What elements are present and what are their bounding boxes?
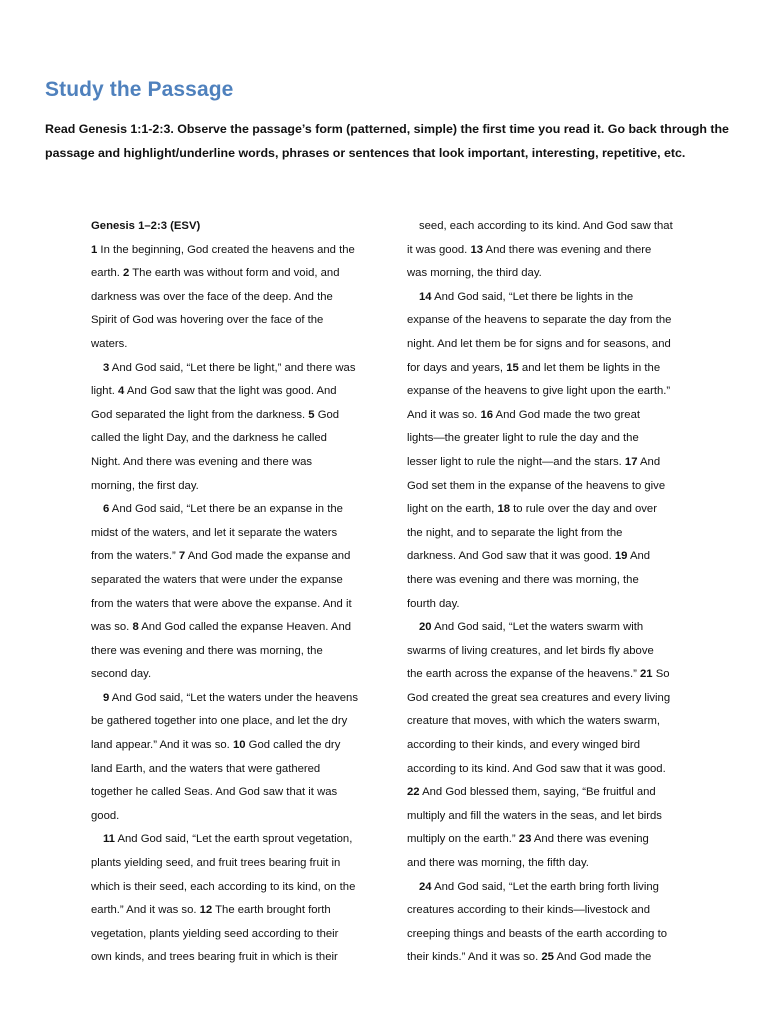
passage-line xyxy=(91,333,376,357)
verse-text: there was evening and there was morning, the xyxy=(407,573,639,586)
passage-line xyxy=(91,852,376,876)
passage-line xyxy=(407,781,692,805)
passage-line xyxy=(407,357,692,381)
passage-line xyxy=(407,427,692,451)
verse-number: 14 xyxy=(419,290,432,303)
verse-text: and let them be lights in the xyxy=(518,361,661,374)
passage-line xyxy=(407,852,692,876)
verse-number: 22 xyxy=(407,786,420,799)
verse-text: was so. xyxy=(91,621,133,634)
verse-text: waters. xyxy=(91,337,128,350)
verse-number: 18 xyxy=(497,503,511,516)
passage-right-column xyxy=(407,215,692,970)
verse-number: 17 xyxy=(624,455,638,468)
passage-line xyxy=(91,475,376,499)
verse-text: expanse of the heavens to give light upon the earth.” xyxy=(407,385,671,398)
verse-text: earth. xyxy=(91,267,124,280)
verse-text: their kinds.” And it was so. xyxy=(407,951,542,964)
verse-text: And God said, “Let there be an expanse in the xyxy=(109,503,343,516)
passage-line xyxy=(407,380,692,404)
verse-text: And God made the two great xyxy=(493,408,641,421)
verse-text: And God said, “Let the waters under the heavens xyxy=(109,691,358,704)
verse-text: And xyxy=(637,455,661,468)
verse-text: which is their seed, each according to its kind, on the xyxy=(91,880,356,893)
verse-number: 6 xyxy=(103,503,110,516)
verse-number: 2 xyxy=(123,267,130,280)
verse-text: darkness. And God saw that it was good. xyxy=(407,550,615,563)
passage-line xyxy=(91,569,376,593)
verse-text: And God saw that the light was good. And xyxy=(124,385,337,398)
verse-text: The earth was without form and void, and xyxy=(129,267,340,280)
passage-line xyxy=(91,286,376,310)
verse-text: And God made the expanse and xyxy=(185,550,351,563)
verse-number: 21 xyxy=(640,668,653,681)
verse-text: And God blessed them, saying, “Be fruitful and xyxy=(419,786,656,799)
verse-text: seed, each according to its kind. And God saw that xyxy=(419,220,673,232)
verse-text: own kinds, and trees bearing fruit in which is their xyxy=(91,951,338,964)
verse-number: 12 xyxy=(199,904,213,917)
passage-line xyxy=(407,286,692,310)
passage-line xyxy=(91,734,376,758)
verse-text: And there was evening xyxy=(531,833,649,846)
verse-number: 25 xyxy=(541,951,554,964)
passage-line xyxy=(91,498,376,522)
passage-line xyxy=(407,876,692,900)
passage-line xyxy=(407,475,692,499)
passage-line xyxy=(91,380,376,404)
passage-line xyxy=(91,262,376,286)
passage-line xyxy=(91,545,376,569)
verse-number: 1 xyxy=(91,243,98,256)
passage-line xyxy=(407,333,692,357)
verse-text: God separated the light from the darkness. xyxy=(91,408,309,421)
verse-number: 15 xyxy=(506,361,519,374)
passage-line xyxy=(91,687,376,711)
passage-line xyxy=(91,758,376,782)
verse-text: multiply on the earth.” xyxy=(407,833,519,846)
verse-text: fourth day. xyxy=(407,597,460,610)
verse-number: 4 xyxy=(118,385,125,398)
verse-text: And God made the xyxy=(553,951,652,964)
passage-line xyxy=(407,498,692,522)
passage-line xyxy=(407,828,692,852)
verse-text: the earth across the expanse of the heavens.” xyxy=(407,668,640,681)
verse-number: 13 xyxy=(470,243,484,256)
verse-text: land appear.” And it was so. xyxy=(91,739,233,752)
passage-line xyxy=(407,663,692,687)
verse-text: be gathered together into one place, and let the dry xyxy=(91,715,348,728)
verse-text: midst of the waters, and let it separate the waters xyxy=(91,526,338,539)
verse-number: 9 xyxy=(103,691,110,704)
passage-line xyxy=(407,545,692,569)
passage-line xyxy=(407,404,692,428)
passage-line xyxy=(407,710,692,734)
verse-number: 5 xyxy=(308,408,315,421)
verse-text: And God said, “Let the waters swarm with xyxy=(431,621,644,634)
verse-text: according to its kind. And God saw that it was good. xyxy=(407,762,666,775)
passage-line xyxy=(407,805,692,829)
verse-text: to rule over the day and over xyxy=(510,503,657,516)
verse-text: So xyxy=(652,668,670,681)
verse-text: light on the earth, xyxy=(407,503,498,516)
passage-line xyxy=(91,828,376,852)
passage-line xyxy=(91,451,376,475)
verse-text: creatures according to their kinds—livestock and xyxy=(407,904,650,917)
passage-line xyxy=(91,946,376,970)
verse-text: land Earth, and the waters that were gathered xyxy=(91,762,321,775)
verse-text: from the waters that were above the expanse. And it xyxy=(91,597,352,610)
verse-text: morning, the first day. xyxy=(91,479,199,492)
passage-line xyxy=(407,215,692,239)
passage-line xyxy=(91,876,376,900)
passage-line xyxy=(91,427,376,451)
passage-line xyxy=(91,616,376,640)
passage-line xyxy=(91,663,376,687)
verse-text: light. xyxy=(91,385,119,398)
verse-text: for days and years, xyxy=(407,361,507,374)
verse-text: God called the dry xyxy=(245,739,341,752)
passage-line xyxy=(91,710,376,734)
instructions-line: passage and highlight/underline words, phrases or sentences that look important, interesting, repetitive, etc. xyxy=(45,145,686,160)
verse-text: darkness was over the face of the deep. And the xyxy=(91,290,333,303)
passage-line xyxy=(91,239,376,263)
passage-line xyxy=(91,923,376,947)
verse-text: earth.” And it was so. xyxy=(91,904,200,917)
verse-text: creature that moves, with which the waters swarm, xyxy=(407,715,661,728)
verse-text: multiply and fill the waters in the seas, and let birds xyxy=(407,809,662,822)
verse-text: And there was evening and there xyxy=(483,243,652,256)
passage-line xyxy=(407,569,692,593)
verse-number: 11 xyxy=(103,833,115,846)
verse-text: The earth brought forth xyxy=(212,904,331,917)
passage-left-column xyxy=(91,215,376,970)
verse-text: And God said, “Let there be lights in the xyxy=(431,290,634,303)
passage-line xyxy=(407,593,692,617)
verse-text: lesser light to rule the night—and the stars. xyxy=(407,455,625,468)
passage-line xyxy=(91,640,376,664)
passage-line xyxy=(407,239,692,263)
passage-line xyxy=(407,640,692,664)
passage-line xyxy=(407,309,692,333)
passage-line xyxy=(407,946,692,970)
passage-line xyxy=(407,758,692,782)
verse-number: 20 xyxy=(419,621,432,634)
passage-heading: Genesis 1–2:3 (ESV) xyxy=(91,220,201,232)
verse-text: together he called Seas. And God saw that it was xyxy=(91,786,338,799)
instructions-line: Read Genesis 1:1-2:3. Observe the passage’s form (patterned, simple) the first time you read it. Go back through the xyxy=(45,122,729,136)
verse-text: second day. xyxy=(91,668,152,681)
verse-text: And God said, “Let the earth sprout vegetation, xyxy=(114,833,353,846)
verse-text: vegetation, plants yielding seed according to their xyxy=(91,927,339,940)
verse-text: God created the great sea creatures and every living xyxy=(407,691,671,704)
verse-text: called the light Day, and the darkness he called xyxy=(91,432,327,445)
page-title: Study the Passage xyxy=(45,78,234,101)
passage-line xyxy=(91,781,376,805)
verse-text: creeping things and beasts of the earth according to xyxy=(407,927,667,940)
verse-text: according to their kinds, and every winged bird xyxy=(407,739,640,752)
passage-line xyxy=(407,451,692,475)
verse-text: separated the waters that were under the expanse xyxy=(91,573,343,586)
verse-text: And it was so. xyxy=(407,408,481,421)
verse-text: Spirit of God was hovering over the face of the xyxy=(91,314,324,327)
verse-number: 23 xyxy=(518,833,532,846)
verse-text: from the waters.” xyxy=(91,550,179,563)
verse-text: was morning, the third day. xyxy=(407,267,542,280)
verse-text: In the beginning, God created the heavens and the xyxy=(97,243,355,256)
verse-text: And God called the expanse Heaven. And xyxy=(138,621,352,634)
verse-number: 3 xyxy=(103,361,110,374)
verse-text: Night. And there was evening and there was xyxy=(91,455,313,468)
passage-line xyxy=(407,262,692,286)
verse-text: lights—the greater light to rule the day and the xyxy=(407,432,639,445)
verse-text: And God said, “Let there be light,” and there was xyxy=(109,361,356,374)
passage-line xyxy=(91,357,376,381)
verse-text: plants yielding seed, and fruit trees bearing fruit in xyxy=(91,857,341,870)
verse-text: night. And let them be for signs and for seasons, and xyxy=(407,337,671,350)
verse-number: 8 xyxy=(132,621,139,634)
verse-text: expanse of the heavens to separate the day from the xyxy=(407,314,672,327)
passage-line xyxy=(407,616,692,640)
verse-number: 16 xyxy=(480,408,494,421)
verse-text: God set them in the expanse of the heavens to give xyxy=(407,479,666,492)
verse-text: the night, and to separate the light from the xyxy=(407,526,623,539)
verse-number: 7 xyxy=(178,550,186,563)
verse-text: there was evening and there was morning, the xyxy=(91,644,323,657)
verse-text: God xyxy=(314,408,340,421)
verse-number: 24 xyxy=(419,880,432,893)
passage-line xyxy=(407,899,692,923)
instructions-paragraph xyxy=(45,116,735,163)
passage-line xyxy=(407,522,692,546)
verse-text: it was good. xyxy=(407,243,471,256)
passage-line xyxy=(91,805,376,829)
verse-text: and there was morning, the fifth day. xyxy=(407,857,589,870)
verse-text: And God said, “Let the earth bring forth living xyxy=(431,880,659,893)
verse-number: 19 xyxy=(614,550,628,563)
passage-line xyxy=(91,309,376,333)
verse-number: 10 xyxy=(232,739,246,752)
passage-line xyxy=(91,522,376,546)
passage-line xyxy=(91,899,376,923)
passage-line xyxy=(407,687,692,711)
verse-text: swarms of living creatures, and let birds fly above xyxy=(407,644,654,657)
verse-text: And xyxy=(627,550,651,563)
passage-line xyxy=(91,593,376,617)
passage-line xyxy=(407,734,692,758)
passage-line xyxy=(407,923,692,947)
verse-text: good. xyxy=(91,809,120,822)
passage-line xyxy=(91,404,376,428)
